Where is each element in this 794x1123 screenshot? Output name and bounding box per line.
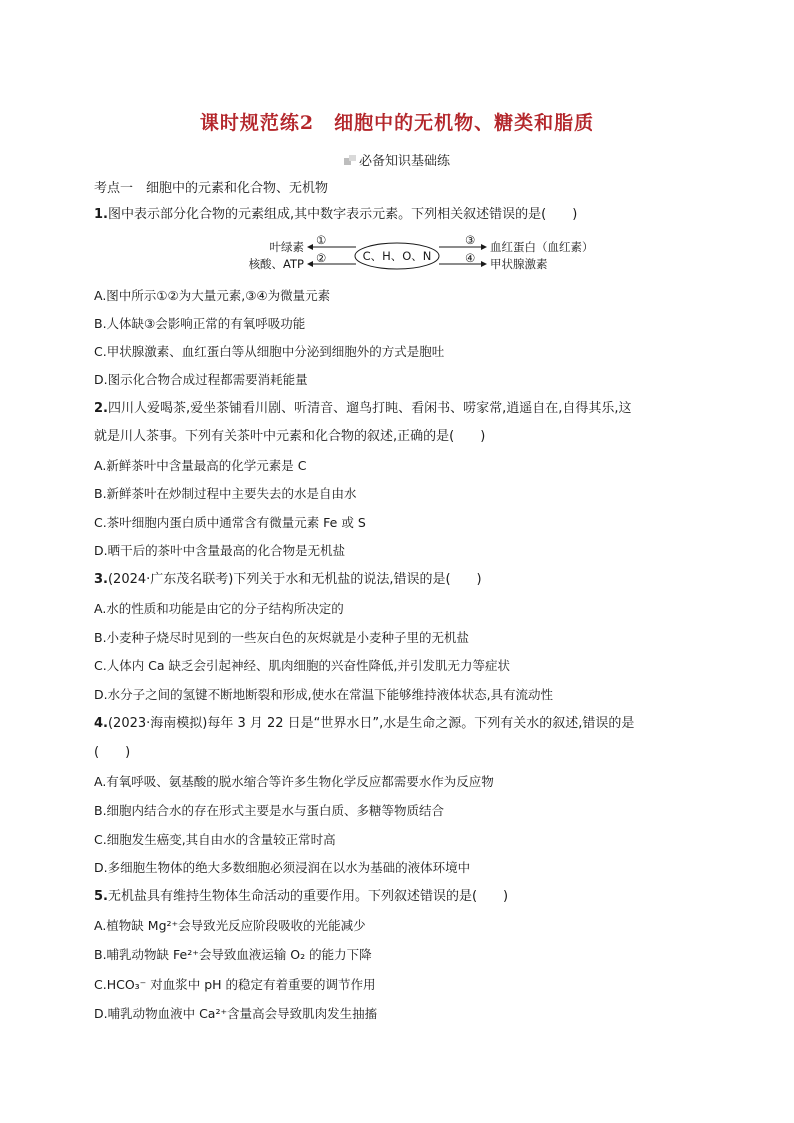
compound-nucleic-acid-atp: 核酸、ATP bbox=[248, 257, 304, 271]
question-2-stem-line-1 bbox=[94, 400, 632, 418]
arrow-3-number: ③ bbox=[465, 233, 476, 247]
q1-option-d: D.图示化合物合成过程都需要消耗能量 bbox=[94, 372, 308, 387]
question-4-stem-line-2: ( ) bbox=[94, 745, 131, 760]
question-text: (2024·广东茂名联考)下列关于水和无机盐的说法,错误的是( ) bbox=[107, 572, 482, 587]
page-title: 课时规范练2 细胞中的无机物、糖类和脂质 bbox=[199, 112, 595, 134]
question-3-stem bbox=[94, 571, 482, 589]
compound-hemoglobin: 血红蛋白（血红素） bbox=[490, 240, 594, 254]
q4-option-b: B.细胞内结合水的存在形式主要是水与蛋白质、多糖等物质结合 bbox=[94, 803, 445, 818]
section-heading bbox=[0, 150, 794, 169]
q4-option-c: C.细胞发生癌变,其自由水的含量较正常时高 bbox=[94, 832, 336, 847]
q4-option-a: A.有氧呼吸、氨基酸的脱水缩合等许多生物化学反应都需要水作为反应物 bbox=[94, 774, 494, 789]
element-center-label: C、H、O、N bbox=[362, 249, 432, 263]
question-2-stem-line-2: 就是川人茶事。下列有关茶叶中元素和化合物的叙述,正确的是( ) bbox=[94, 429, 486, 444]
arrow-4-number: ④ bbox=[465, 251, 476, 265]
compound-thyroxine: 甲状腺激素 bbox=[490, 257, 548, 271]
section-heading-text: 必备知识基础练 bbox=[358, 154, 450, 169]
arrow-1-number: ① bbox=[316, 233, 327, 247]
q2-option-a: A.新鲜茶叶中含量最高的化学元素是 C bbox=[94, 458, 307, 473]
topic-heading: 考点一 细胞中的元素和化合物、无机物 bbox=[94, 181, 329, 196]
compound-chlorophyll: 叶绿素 bbox=[269, 240, 304, 254]
q3-option-d: D.水分子之间的氢键不断地断裂和形成,使水在常温下能够维持液体状态,具有流动性 bbox=[94, 687, 554, 702]
q2-option-b: B.新鲜茶叶在炒制过程中主要失去的水是自由水 bbox=[94, 486, 357, 501]
q1-option-a: A.图中所示①②为大量元素,③④为微量元素 bbox=[94, 288, 331, 303]
arrow-2-number: ② bbox=[316, 251, 327, 265]
question-number: 4. bbox=[94, 716, 108, 731]
question-text: 四川人爱喝茶,爱坐茶铺看川剧、听清音、遛鸟打盹、看闲书、唠家常,逍遥自在,自得其乐,这 bbox=[107, 401, 632, 416]
q2-option-c: C.茶叶细胞内蛋白质中通常含有微量元素 Fe 或 S bbox=[94, 515, 366, 530]
q1-option-b: B.人体缺③会影响正常的有氧呼吸功能 bbox=[94, 316, 306, 331]
q5-option-a: A.植物缺 Mg²⁺会导致光反应阶段吸收的光能减少 bbox=[94, 918, 366, 933]
question-text: (2023·海南模拟)每年 3 月 22 日是“世界水日”,水是生命之源。下列有关水的叙述,错误的是 bbox=[107, 716, 635, 731]
section-mark-icon bbox=[344, 155, 357, 166]
q5-option-d: D.哺乳动物血液中 Ca²⁺含量高会导致肌肉发生抽搐 bbox=[94, 1006, 378, 1021]
question-5-stem bbox=[94, 888, 508, 906]
question-text: 无机盐具有维持生物体生命活动的重要作用。下列叙述错误的是( ) bbox=[107, 889, 509, 904]
question-number: 2. bbox=[94, 401, 108, 416]
question-text: 图中表示部分化合物的元素组成,其中数字表示元素。下列相关叙述错误的是( ) bbox=[107, 207, 578, 222]
question-number: 3. bbox=[94, 572, 108, 587]
q3-option-a: A.水的性质和功能是由它的分子结构所决定的 bbox=[94, 601, 344, 616]
question-number: 1. bbox=[94, 207, 108, 222]
element-composition-diagram bbox=[248, 233, 594, 276]
q1-option-c: C.甲状腺激素、血红蛋白等从细胞中分泌到细胞外的方式是胞吐 bbox=[94, 344, 445, 359]
q5-option-c: C.HCO₃⁻ 对血浆中 pH 的稳定有着重要的调节作用 bbox=[94, 977, 376, 992]
q4-option-d: D.多细胞生物体的绝大多数细胞必须浸润在以水为基础的液体环境中 bbox=[94, 860, 471, 875]
question-number: 5. bbox=[94, 889, 108, 904]
q2-option-d: D.晒干后的茶叶中含量最高的化合物是无机盐 bbox=[94, 543, 346, 558]
question-4-stem-line-1 bbox=[94, 715, 634, 733]
q3-option-b: B.小麦种子烧尽时见到的一些灰白色的灰烬就是小麦种子里的无机盐 bbox=[94, 630, 470, 645]
q3-option-c: C.人体内 Ca 缺乏会引起神经、肌肉细胞的兴奋性降低,并引发肌无力等症状 bbox=[94, 658, 511, 673]
question-1-stem bbox=[94, 206, 577, 224]
q5-option-b: B.哺乳动物缺 Fe²⁺会导致血液运输 O₂ 的能力下降 bbox=[94, 947, 372, 962]
